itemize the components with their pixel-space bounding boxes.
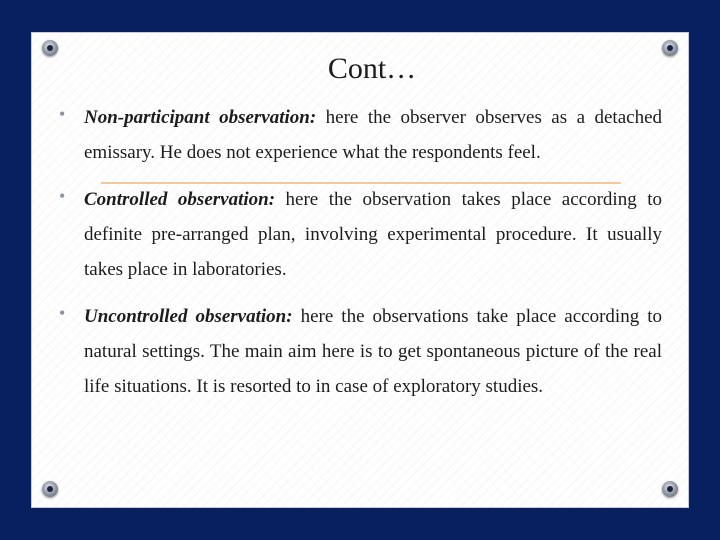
bullet-item-non-participant [56, 100, 662, 170]
bullet-icon: • [59, 104, 66, 124]
bullet-term: Uncontrolled observation: [84, 306, 293, 327]
bullet-item-uncontrolled [56, 299, 662, 404]
bullet-list [56, 100, 662, 416]
bullet-item-controlled [56, 182, 662, 287]
corner-rivet-icon [662, 481, 678, 497]
bullet-text: here the observations take place according to natural settings. The main aim here is to get spontaneous picture of the real life situations. It is resorted to in case of exploratory studies. [84, 306, 662, 397]
bullet-term: Non-participant observation: [84, 107, 317, 128]
bullet-text: here the observation takes place according to definite pre-arranged plan, involving experimental procedure. It usually takes place in laboratories. [84, 189, 662, 280]
bullet-term: Controlled observation: [84, 189, 276, 210]
bullet-icon: • [59, 303, 66, 323]
corner-rivet-icon [42, 481, 58, 497]
bullet-text: here the observer observes as a detached emissary. He does not experience what the respondents feel. [84, 107, 663, 163]
slide-title: Cont… [327, 52, 417, 85]
bullet-icon: • [59, 186, 66, 206]
